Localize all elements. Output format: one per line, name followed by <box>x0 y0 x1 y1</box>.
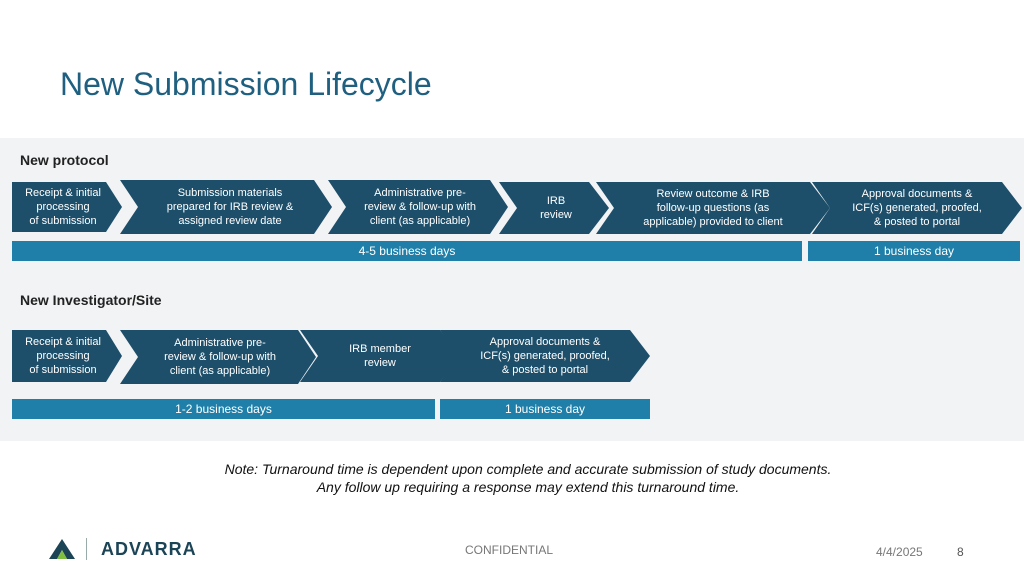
np-step-6-text: Approval documents & ICF(s) generated, proofed, & posted to portal <box>852 188 982 228</box>
ns-step-4-text: Approval documents & ICF(s) generated, proofed, & posted to portal <box>480 336 610 376</box>
ns-step-2 <box>120 330 316 384</box>
confidential-label: CONFIDENTIAL <box>465 543 554 557</box>
ns-step-1 <box>12 330 122 382</box>
np-step-6 <box>812 182 1022 234</box>
new-site-label: New Investigator/Site <box>20 292 162 308</box>
np-step-2-text: Submission materials prepared for IRB review & assigned review date <box>166 187 294 227</box>
np-step-1 <box>12 182 122 232</box>
np-step-5-text: Review outcome & IRB follow-up questions (as applicable) provided to client <box>643 188 783 228</box>
advarra-logo-icon <box>48 538 76 560</box>
page-number: 8 <box>957 545 964 559</box>
ns-step-1-text: Receipt & initial processing of submission <box>25 336 101 376</box>
advarra-logo <box>48 536 197 562</box>
np-step-4 <box>499 182 609 234</box>
ns-step-2-text: Administrative pre- review & follow-up with client (as applicable) <box>164 337 276 377</box>
logo-divider <box>86 538 87 560</box>
np-duration-bar-2: 1 business day <box>808 241 1020 261</box>
np-duration-bar-1: 4-5 business days <box>12 241 802 261</box>
ns-duration-bar-2: 1 business day <box>440 399 650 419</box>
np-step-1-text: Receipt & initial processing of submission <box>25 187 101 227</box>
page-title: New Submission Lifecycle <box>60 66 432 102</box>
ns-step-3 <box>300 330 460 382</box>
np-step-4-text: IRB review <box>540 195 572 221</box>
np-step-3 <box>328 180 508 234</box>
ns-step-3-text: IRB member review <box>349 343 411 369</box>
np-step-5 <box>596 182 830 234</box>
new-protocol-label: New protocol <box>20 152 109 168</box>
np-step-3-text: Administrative pre- review & follow-up with client (as applicable) <box>364 187 476 227</box>
turnaround-note: Note: Turnaround time is dependent upon complete and accurate submission of study documents. Any follow up requiring a response may extend this turnaround time. <box>224 461 832 495</box>
np-step-2 <box>120 180 332 234</box>
slide-date: 4/4/2025 <box>876 545 923 559</box>
logo-wordmark: ADVARRA <box>101 538 197 559</box>
ns-duration-bar-1: 1-2 business days <box>12 399 435 419</box>
ns-step-4 <box>440 330 650 382</box>
